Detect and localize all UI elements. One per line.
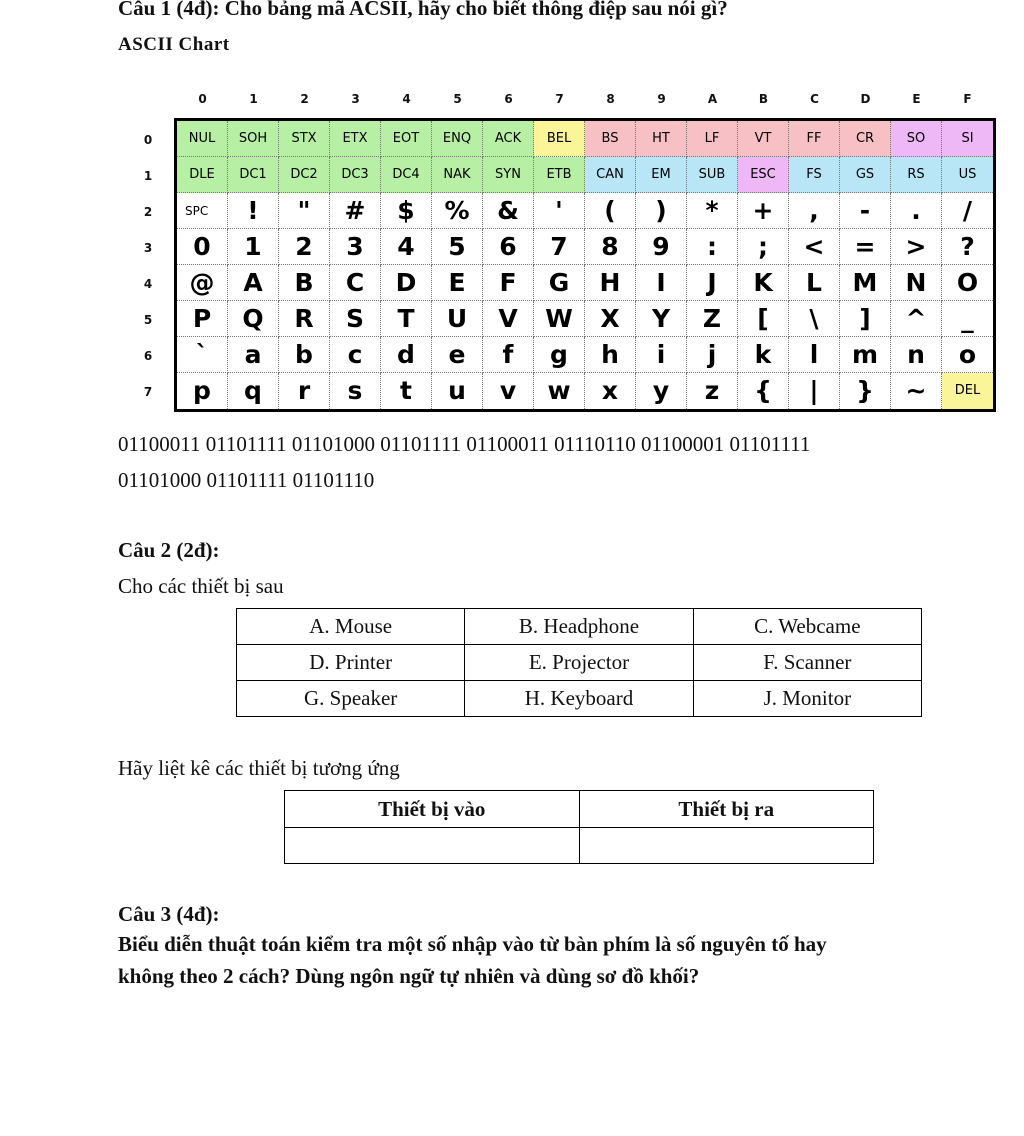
ascii-cell: \ bbox=[789, 301, 840, 337]
ascii-cell: . bbox=[891, 193, 942, 229]
ascii-chart-grid bbox=[174, 118, 996, 412]
ascii-cell: DC2 bbox=[279, 157, 330, 193]
ascii-cell: W bbox=[534, 301, 585, 337]
output-devices-header: Thiết bị ra bbox=[579, 791, 874, 828]
ascii-cell: 8 bbox=[585, 229, 636, 265]
ascii-cell: 2 bbox=[279, 229, 330, 265]
question-1-heading: Câu 1 (4đ): Cho bảng mã ACSII, hãy cho biết thông điệp sau nói gì? bbox=[118, 0, 728, 20]
device-cell: H. Keyboard bbox=[465, 681, 693, 717]
ascii-cell: Q bbox=[228, 301, 279, 337]
ascii-cell: ENQ bbox=[432, 121, 483, 157]
ascii-cell: CAN bbox=[585, 157, 636, 193]
ascii-cell: + bbox=[738, 193, 789, 229]
row-header: 4 bbox=[143, 277, 153, 291]
ascii-cell: | bbox=[789, 373, 840, 409]
ascii-cell: K bbox=[738, 265, 789, 301]
ascii-cell: SO bbox=[891, 121, 942, 157]
ascii-cell: 7 bbox=[534, 229, 585, 265]
ascii-cell: R bbox=[279, 301, 330, 337]
ascii-cell: v bbox=[483, 373, 534, 409]
ascii-cell: X bbox=[585, 301, 636, 337]
ascii-cell: b bbox=[279, 337, 330, 373]
column-header: B bbox=[758, 92, 769, 106]
ascii-cell: e bbox=[432, 337, 483, 373]
ascii-cell: ETX bbox=[330, 121, 381, 157]
table-row bbox=[237, 645, 922, 681]
ascii-cell: } bbox=[840, 373, 891, 409]
ascii-cell: I bbox=[636, 265, 687, 301]
ascii-cell: Z bbox=[687, 301, 738, 337]
ascii-cell: , bbox=[789, 193, 840, 229]
ascii-cell: h bbox=[585, 337, 636, 373]
ascii-cell: c bbox=[330, 337, 381, 373]
ascii-cell: HT bbox=[636, 121, 687, 157]
ascii-cell: L bbox=[789, 265, 840, 301]
input-devices-header: Thiết bị vào bbox=[285, 791, 580, 828]
device-cell: D. Printer bbox=[237, 645, 465, 681]
ascii-cell: STX bbox=[279, 121, 330, 157]
ascii-cell: N bbox=[891, 265, 942, 301]
ascii-cell: 1 bbox=[228, 229, 279, 265]
column-header: 7 bbox=[555, 92, 564, 106]
question-3-heading: Câu 3 (4đ): bbox=[118, 902, 220, 926]
ascii-cell: GS bbox=[840, 157, 891, 193]
ascii-cell: s bbox=[330, 373, 381, 409]
ascii-cell: { bbox=[738, 373, 789, 409]
table-row bbox=[237, 609, 922, 645]
device-cell: E. Projector bbox=[465, 645, 693, 681]
ascii-cell: q bbox=[228, 373, 279, 409]
ascii-cell: & bbox=[483, 193, 534, 229]
ascii-chart bbox=[128, 86, 1000, 416]
ascii-cell: US bbox=[942, 157, 993, 193]
ascii-cell: n bbox=[891, 337, 942, 373]
ascii-cell: O bbox=[942, 265, 993, 301]
column-header: 6 bbox=[504, 92, 513, 106]
row-header: 1 bbox=[143, 169, 153, 183]
ascii-cell: > bbox=[891, 229, 942, 265]
ascii-cell: m bbox=[840, 337, 891, 373]
ascii-cell: j bbox=[687, 337, 738, 373]
ascii-cell: B bbox=[279, 265, 330, 301]
question-2-heading: Câu 2 (2đ): bbox=[118, 538, 220, 562]
ascii-cell: ) bbox=[636, 193, 687, 229]
ascii-cell: E bbox=[432, 265, 483, 301]
ascii-cell: r bbox=[279, 373, 330, 409]
row-header: 3 bbox=[143, 241, 153, 255]
question-3-text-line-1: Biểu diễn thuật toán kiểm tra một số nhập vào từ bàn phím là số nguyên tố hay bbox=[118, 932, 827, 956]
column-header: D bbox=[860, 92, 871, 106]
ascii-cell: A bbox=[228, 265, 279, 301]
ascii-cell: ` bbox=[177, 337, 228, 373]
ascii-cell: p bbox=[177, 373, 228, 409]
ascii-cell: D bbox=[381, 265, 432, 301]
ascii-cell: RS bbox=[891, 157, 942, 193]
ascii-cell: SUB bbox=[687, 157, 738, 193]
ascii-cell: ! bbox=[228, 193, 279, 229]
ascii-cell: DC1 bbox=[228, 157, 279, 193]
ascii-cell: C bbox=[330, 265, 381, 301]
ascii-cell: l bbox=[789, 337, 840, 373]
ascii-cell: EM bbox=[636, 157, 687, 193]
ascii-cell: FF bbox=[789, 121, 840, 157]
row-header: 5 bbox=[143, 313, 153, 327]
ascii-cell: ESC bbox=[738, 157, 789, 193]
ascii-cell: z bbox=[687, 373, 738, 409]
ascii-cell: < bbox=[789, 229, 840, 265]
column-header: 3 bbox=[351, 92, 360, 106]
ascii-cell: DC4 bbox=[381, 157, 432, 193]
ascii-cell: 4 bbox=[381, 229, 432, 265]
ascii-cell: P bbox=[177, 301, 228, 337]
ascii-cell: _ bbox=[942, 301, 993, 337]
ascii-cell: ( bbox=[585, 193, 636, 229]
input-devices-answer-cell[interactable] bbox=[285, 828, 580, 864]
ascii-cell: BEL bbox=[534, 121, 585, 157]
ascii-cell: SPC bbox=[177, 193, 228, 229]
device-cell: F. Scanner bbox=[693, 645, 921, 681]
classification-table bbox=[284, 790, 874, 864]
ascii-cell: $ bbox=[381, 193, 432, 229]
ascii-cell: ? bbox=[942, 229, 993, 265]
ascii-cell: LF bbox=[687, 121, 738, 157]
row-header: 7 bbox=[143, 385, 153, 399]
table-row bbox=[285, 828, 874, 864]
column-header: 5 bbox=[453, 92, 462, 106]
question-2-instruction: Hãy liệt kê các thiết bị tương ứng bbox=[118, 756, 400, 780]
column-header: 8 bbox=[606, 92, 615, 106]
ascii-cell: # bbox=[330, 193, 381, 229]
ascii-cell: DEL bbox=[942, 373, 993, 409]
table-header-row bbox=[285, 791, 874, 828]
ascii-cell: DC3 bbox=[330, 157, 381, 193]
ascii-cell: = bbox=[840, 229, 891, 265]
device-cell: B. Headphone bbox=[465, 609, 693, 645]
device-cell: C. Webcame bbox=[693, 609, 921, 645]
column-header: 4 bbox=[402, 92, 411, 106]
device-cell: J. Monitor bbox=[693, 681, 921, 717]
ascii-cell: SI bbox=[942, 121, 993, 157]
column-header: F bbox=[963, 92, 972, 106]
column-header: 9 bbox=[657, 92, 666, 106]
ascii-cell: ] bbox=[840, 301, 891, 337]
ascii-cell: ^ bbox=[891, 301, 942, 337]
column-header: E bbox=[912, 92, 921, 106]
output-devices-answer-cell[interactable] bbox=[579, 828, 874, 864]
question-2-intro: Cho các thiết bị sau bbox=[118, 574, 284, 598]
ascii-cell: SOH bbox=[228, 121, 279, 157]
column-header: 1 bbox=[249, 92, 258, 106]
ascii-cell: V bbox=[483, 301, 534, 337]
ascii-cell: 6 bbox=[483, 229, 534, 265]
ascii-cell: NAK bbox=[432, 157, 483, 193]
ascii-cell: i bbox=[636, 337, 687, 373]
ascii-cell: G bbox=[534, 265, 585, 301]
ascii-cell: t bbox=[381, 373, 432, 409]
ascii-cell: FS bbox=[789, 157, 840, 193]
ascii-cell: / bbox=[942, 193, 993, 229]
ascii-cell: EOT bbox=[381, 121, 432, 157]
ascii-cell: x bbox=[585, 373, 636, 409]
ascii-cell: : bbox=[687, 229, 738, 265]
ascii-cell: S bbox=[330, 301, 381, 337]
ascii-cell: U bbox=[432, 301, 483, 337]
row-header: 6 bbox=[143, 349, 153, 363]
device-cell: A. Mouse bbox=[237, 609, 465, 645]
column-header: C bbox=[810, 92, 819, 106]
ascii-cell: ~ bbox=[891, 373, 942, 409]
ascii-cell: y bbox=[636, 373, 687, 409]
ascii-cell: 3 bbox=[330, 229, 381, 265]
ascii-cell: BS bbox=[585, 121, 636, 157]
question-3-text-line-2: không theo 2 cách? Dùng ngôn ngữ tự nhiên và dùng sơ đồ khối? bbox=[118, 964, 700, 988]
ascii-cell: " bbox=[279, 193, 330, 229]
ascii-cell: [ bbox=[738, 301, 789, 337]
ascii-cell: Y bbox=[636, 301, 687, 337]
ascii-cell: M bbox=[840, 265, 891, 301]
ascii-cell: NUL bbox=[177, 121, 228, 157]
ascii-cell: SYN bbox=[483, 157, 534, 193]
ascii-cell: k bbox=[738, 337, 789, 373]
ascii-cell: d bbox=[381, 337, 432, 373]
ascii-cell: a bbox=[228, 337, 279, 373]
ascii-cell: - bbox=[840, 193, 891, 229]
ascii-cell: ' bbox=[534, 193, 585, 229]
ascii-cell: DLE bbox=[177, 157, 228, 193]
ascii-cell: 0 bbox=[177, 229, 228, 265]
ascii-cell: VT bbox=[738, 121, 789, 157]
ascii-cell: % bbox=[432, 193, 483, 229]
table-row bbox=[237, 681, 922, 717]
ascii-cell: T bbox=[381, 301, 432, 337]
ascii-cell: F bbox=[483, 265, 534, 301]
ascii-cell: J bbox=[687, 265, 738, 301]
ascii-cell: u bbox=[432, 373, 483, 409]
ascii-chart-title: ASCII Chart bbox=[118, 34, 230, 55]
ascii-cell: o bbox=[942, 337, 993, 373]
column-header: A bbox=[707, 92, 718, 106]
column-header: 0 bbox=[198, 92, 207, 106]
ascii-cell: g bbox=[534, 337, 585, 373]
ascii-cell: ACK bbox=[483, 121, 534, 157]
ascii-cell: CR bbox=[840, 121, 891, 157]
binary-message-line-1: 01100011 01101111 01101000 01101111 01100011 01110110 01100001 01101111 bbox=[118, 432, 811, 456]
device-cell: G. Speaker bbox=[237, 681, 465, 717]
ascii-cell: 5 bbox=[432, 229, 483, 265]
binary-message-line-2: 01101000 01101111 01101110 bbox=[118, 468, 375, 492]
ascii-cell: * bbox=[687, 193, 738, 229]
column-header: 2 bbox=[300, 92, 309, 106]
row-header: 2 bbox=[143, 205, 153, 219]
ascii-cell: ; bbox=[738, 229, 789, 265]
ascii-cell: ETB bbox=[534, 157, 585, 193]
ascii-cell: f bbox=[483, 337, 534, 373]
devices-table bbox=[236, 608, 922, 717]
ascii-cell: @ bbox=[177, 265, 228, 301]
row-header: 0 bbox=[143, 133, 153, 147]
ascii-cell: 9 bbox=[636, 229, 687, 265]
ascii-cell: H bbox=[585, 265, 636, 301]
ascii-cell: w bbox=[534, 373, 585, 409]
